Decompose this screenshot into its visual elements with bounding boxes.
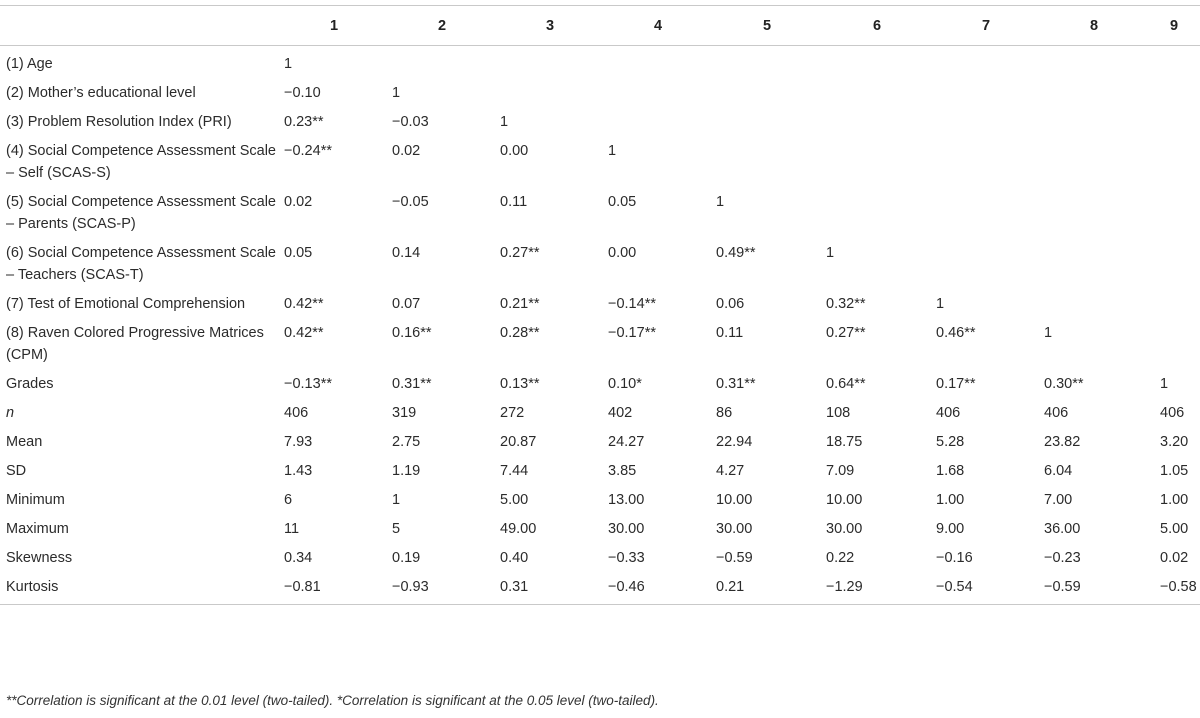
column-header-4: 4 xyxy=(604,6,712,46)
table-cell: 86 xyxy=(716,405,733,421)
table-cell xyxy=(1148,133,1200,184)
table-cell xyxy=(604,46,712,76)
table-cell: 30.00 xyxy=(826,521,863,537)
table-cell: −0.05 xyxy=(392,194,429,210)
table-cell: 1 xyxy=(826,245,835,261)
table-cell: 0.30** xyxy=(1044,376,1084,392)
table-cell: 108 xyxy=(826,405,851,421)
table-cell: 1 xyxy=(936,296,945,312)
table-cell: 1 xyxy=(716,194,725,210)
table-cell: 0.34 xyxy=(284,550,313,566)
table-row xyxy=(0,184,1200,235)
table-row xyxy=(0,453,1200,482)
table-cell: 7.93 xyxy=(284,434,313,450)
table-cell xyxy=(932,133,1040,184)
table-cell: 406 xyxy=(1044,405,1069,421)
row-label: Minimum xyxy=(6,492,65,508)
table-row xyxy=(0,104,1200,133)
column-header-6: 6 xyxy=(822,6,932,46)
table-cell xyxy=(1148,104,1200,133)
row-label: Skewness xyxy=(6,550,73,566)
table-cell: 319 xyxy=(392,405,417,421)
table-row xyxy=(0,286,1200,315)
table-cell: 9.00 xyxy=(936,521,965,537)
table-cell: 10.00 xyxy=(716,492,753,508)
row-label: (5) Social Competence Assessment Scale – Parents (SCAS-P) xyxy=(6,194,276,232)
row-label: (2) Mother’s educational level xyxy=(6,85,196,101)
table-cell: 13.00 xyxy=(608,492,645,508)
table-cell: 1 xyxy=(500,114,509,130)
table-cell: 0.02 xyxy=(392,143,421,159)
table-cell xyxy=(1040,46,1148,76)
table-cell: 1.43 xyxy=(284,463,313,479)
table-cell: −0.24** xyxy=(284,143,332,159)
table-row xyxy=(0,133,1200,184)
table-cell xyxy=(1040,286,1148,315)
table-cell: −0.14** xyxy=(608,296,656,312)
table-cell xyxy=(932,184,1040,235)
row-label: (1) Age xyxy=(6,56,53,72)
table-cell xyxy=(822,184,932,235)
table-cell: 0.40 xyxy=(500,550,529,566)
table-row xyxy=(0,569,1200,605)
column-header-5: 5 xyxy=(712,6,822,46)
header-blank xyxy=(0,6,280,46)
table-cell: 10.00 xyxy=(826,492,863,508)
table-cell: 0.10* xyxy=(608,376,642,392)
table-cell: 0.13** xyxy=(500,376,540,392)
table-row xyxy=(0,366,1200,395)
table-cell xyxy=(1040,104,1148,133)
table-row xyxy=(0,235,1200,286)
table-cell xyxy=(712,104,822,133)
table-cell: 0.14 xyxy=(392,245,421,261)
row-label: (3) Problem Resolution Index (PRI) xyxy=(6,114,232,130)
table-cell: 0.31** xyxy=(392,376,432,392)
table-cell: 1 xyxy=(1044,325,1053,341)
table-cell: −0.03 xyxy=(392,114,429,130)
table-cell: −0.23 xyxy=(1044,550,1081,566)
column-header-1: 1 xyxy=(280,6,388,46)
table-cell: −0.33 xyxy=(608,550,645,566)
table-cell: 1.68 xyxy=(936,463,965,479)
table-cell: 0.17** xyxy=(936,376,976,392)
table-cell: 1 xyxy=(392,85,401,101)
table-cell: −0.17** xyxy=(608,325,656,341)
table-cell: 3.20 xyxy=(1160,434,1189,450)
table-cell: 30.00 xyxy=(608,521,645,537)
table-cell: 0.16** xyxy=(392,325,432,341)
row-label: (4) Social Competence Assessment Scale – Self (SCAS-S) xyxy=(6,143,276,181)
table-cell: −0.46 xyxy=(604,569,712,605)
table-cell xyxy=(1040,184,1148,235)
table-cell xyxy=(822,133,932,184)
table-cell: 1.19 xyxy=(392,463,421,479)
row-label: (7) Test of Emotional Comprehension xyxy=(6,296,246,312)
table-row xyxy=(0,424,1200,453)
table-cell: 1 xyxy=(392,492,401,508)
table-cell: 0.00 xyxy=(500,143,529,159)
table-cell: 0.22 xyxy=(826,550,855,566)
table-cell xyxy=(496,75,604,104)
table-cell: 0.11 xyxy=(716,325,744,341)
table-cell: 0.42** xyxy=(284,296,324,312)
table-cell: 1.00 xyxy=(936,492,965,508)
table-cell: 4.27 xyxy=(716,463,745,479)
table-footnote: **Correlation is significant at the 0.01 level (two-tailed). *Correlation is significant at the 0.05 level (two-tailed). xyxy=(6,693,659,708)
column-header-7: 7 xyxy=(932,6,1040,46)
table-cell xyxy=(604,75,712,104)
column-header-8: 8 xyxy=(1040,6,1148,46)
table-cell: −0.13** xyxy=(284,376,332,392)
row-label: (6) Social Competence Assessment Scale – Teachers (SCAS-T) xyxy=(6,245,276,283)
table-cell: 36.00 xyxy=(1044,521,1081,537)
table-header xyxy=(0,6,1200,46)
column-header-9: 9 xyxy=(1148,6,1200,46)
row-label: SD xyxy=(6,463,27,479)
table-cell: 0.42** xyxy=(284,325,324,341)
table-cell: 1 xyxy=(1160,376,1169,392)
header-row xyxy=(0,6,1200,46)
table-cell xyxy=(1040,133,1148,184)
row-label: Grades xyxy=(6,376,54,392)
table-cell xyxy=(932,235,1040,286)
table-cell: 20.87 xyxy=(500,434,537,450)
table-row xyxy=(0,75,1200,104)
table-cell xyxy=(388,46,496,76)
table-cell: −0.59 xyxy=(716,550,753,566)
table-cell: 22.94 xyxy=(716,434,753,450)
table-cell: 0.05 xyxy=(608,194,637,210)
correlation-table xyxy=(0,5,1200,605)
table-cell: 0.49** xyxy=(716,245,756,261)
table-cell: 1 xyxy=(608,143,617,159)
table-cell: 11 xyxy=(284,521,300,537)
table-cell: 0.27** xyxy=(826,325,866,341)
table-cell xyxy=(822,75,932,104)
table-cell xyxy=(1040,235,1148,286)
table-cell: 272 xyxy=(500,405,525,421)
table-row xyxy=(0,511,1200,540)
table-cell xyxy=(1148,75,1200,104)
table-cell: 2.75 xyxy=(392,434,421,450)
table-cell: 0.31 xyxy=(496,569,604,605)
table-cell xyxy=(1148,235,1200,286)
table-cell: 402 xyxy=(608,405,633,421)
table-cell xyxy=(932,104,1040,133)
table-cell: 0.02 xyxy=(1160,550,1189,566)
table-cell: 0.21 xyxy=(712,569,822,605)
table-cell: 406 xyxy=(284,405,309,421)
table-cell: 0.19 xyxy=(392,550,421,566)
table-cell: 0.46** xyxy=(936,325,976,341)
table-cell: 0.31** xyxy=(716,376,756,392)
table-cell xyxy=(496,46,604,76)
table-cell xyxy=(822,104,932,133)
table-cell xyxy=(604,104,712,133)
table-cell: −0.81 xyxy=(280,569,388,605)
table-cell: 24.27 xyxy=(608,434,645,450)
table-cell: −0.58 xyxy=(1148,569,1200,605)
table-cell: 5.00 xyxy=(1160,521,1189,537)
table-cell: −0.59 xyxy=(1040,569,1148,605)
table-cell: 3.85 xyxy=(608,463,637,479)
table-cell: 0.06 xyxy=(716,296,745,312)
row-label: (8) Raven Colored Progressive Matrices (CPM) xyxy=(6,325,264,363)
table-cell: 0.28** xyxy=(500,325,540,341)
table-cell: 23.82 xyxy=(1044,434,1081,450)
table-cell: 5 xyxy=(392,521,401,537)
table-cell: −1.29 xyxy=(822,569,932,605)
table-cell xyxy=(1148,184,1200,235)
table-cell xyxy=(1148,315,1200,366)
table-row xyxy=(0,540,1200,569)
table-cell xyxy=(1148,46,1200,76)
table-cell: 7.09 xyxy=(826,463,855,479)
table-cell: 18.75 xyxy=(826,434,863,450)
table-cell xyxy=(932,46,1040,76)
table-cell: 7.44 xyxy=(500,463,529,479)
row-label: Maximum xyxy=(6,521,69,537)
table-cell: 0.32** xyxy=(826,296,866,312)
row-label: Mean xyxy=(6,434,43,450)
table-cell: −0.93 xyxy=(388,569,496,605)
table-cell: 0.00 xyxy=(608,245,637,261)
table-cell: 1 xyxy=(284,56,293,72)
table-cell: 6 xyxy=(284,492,293,508)
table-row xyxy=(0,395,1200,424)
table-cell: 7.00 xyxy=(1044,492,1073,508)
table-cell: −0.54 xyxy=(932,569,1040,605)
table-cell: 1.05 xyxy=(1160,463,1189,479)
table-cell xyxy=(1148,286,1200,315)
table-cell xyxy=(712,133,822,184)
table-body xyxy=(0,46,1200,605)
table-cell: 406 xyxy=(936,405,961,421)
table-cell xyxy=(712,75,822,104)
table-cell: −0.10 xyxy=(284,85,321,101)
table-cell: 49.00 xyxy=(500,521,537,537)
table-cell: 0.07 xyxy=(392,296,421,312)
table-row xyxy=(0,315,1200,366)
table-cell: 5.00 xyxy=(500,492,529,508)
table-cell: 6.04 xyxy=(1044,463,1073,479)
column-header-3: 3 xyxy=(496,6,604,46)
column-header-2: 2 xyxy=(388,6,496,46)
row-label: n xyxy=(6,405,15,421)
table-cell: 5.28 xyxy=(936,434,965,450)
table-cell: 30.00 xyxy=(716,521,753,537)
table-cell: 0.02 xyxy=(284,194,313,210)
table-cell xyxy=(1040,75,1148,104)
table-cell: 0.64** xyxy=(826,376,866,392)
table-cell: 0.21** xyxy=(500,296,540,312)
table-cell: 0.27** xyxy=(500,245,540,261)
table-cell: 0.23** xyxy=(284,114,324,130)
table-row xyxy=(0,482,1200,511)
table-cell: −0.16 xyxy=(936,550,973,566)
table-cell xyxy=(712,46,822,76)
table-cell: 406 xyxy=(1160,405,1185,421)
table-row xyxy=(0,46,1200,76)
row-label: Kurtosis xyxy=(0,569,280,605)
table-cell: 0.11 xyxy=(500,194,528,210)
table-cell xyxy=(932,75,1040,104)
table-cell xyxy=(822,46,932,76)
table-cell: 0.05 xyxy=(284,245,313,261)
table-cell: 1.00 xyxy=(1160,492,1189,508)
